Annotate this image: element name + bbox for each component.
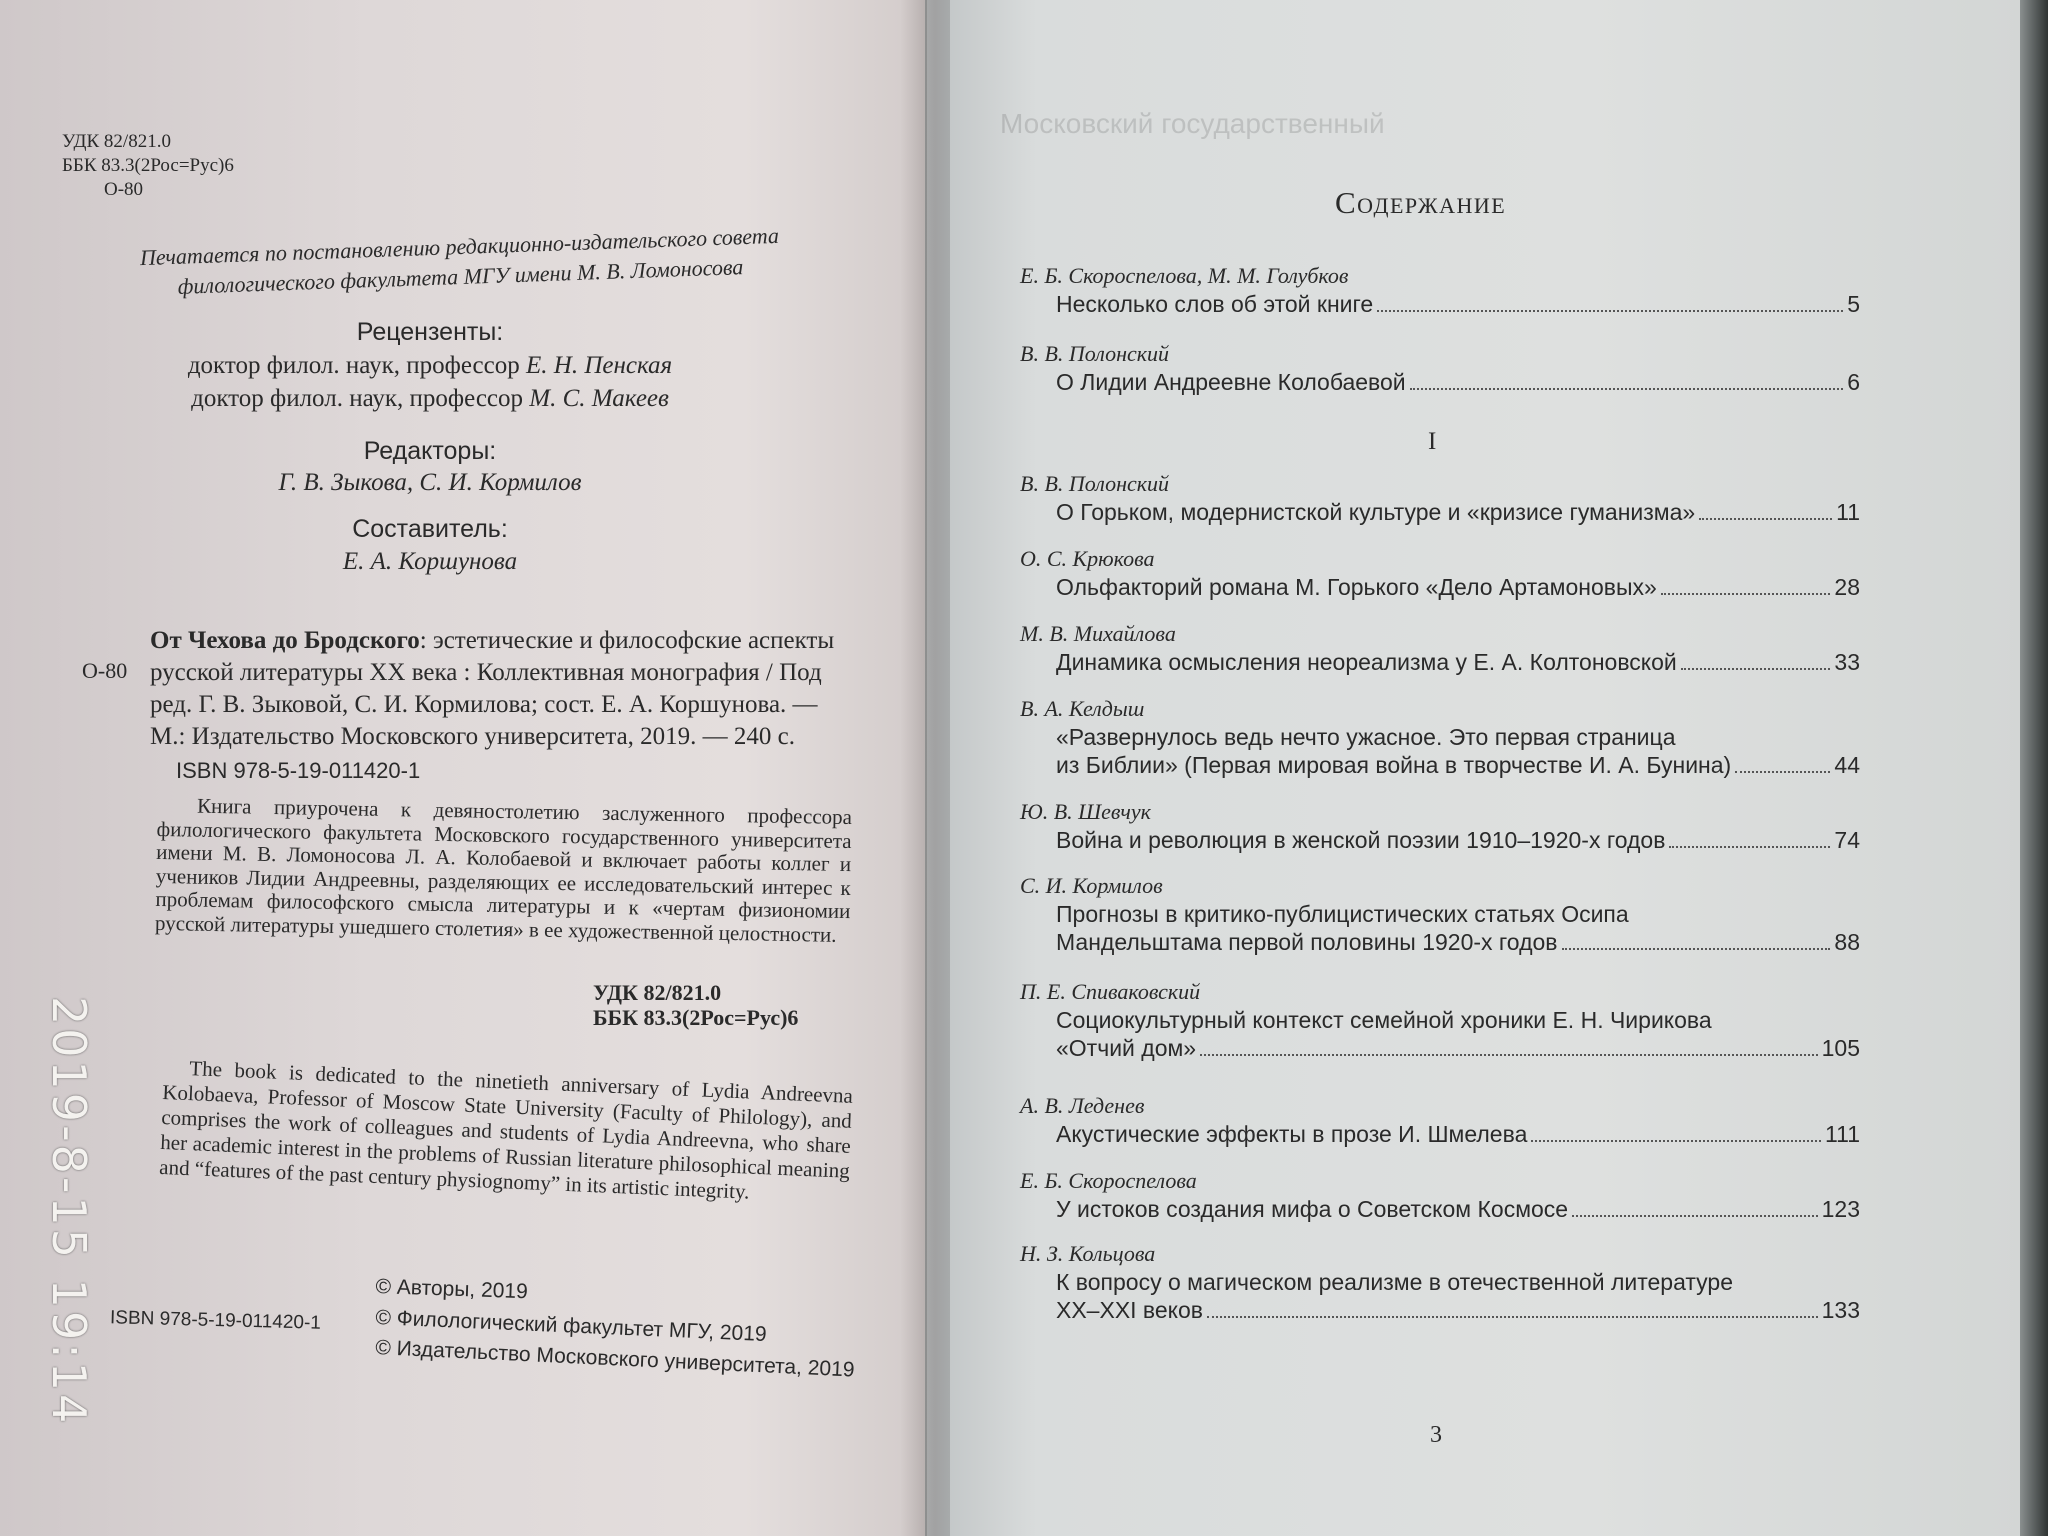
compiler-heading: Составитель: [352,515,508,543]
toc-entry-title: Несколько слов об этой книге [1056,291,1374,317]
toc-entry-title-line [1020,826,1860,854]
toc-entry-title-line [1020,1296,1860,1324]
annotation-en: The book is dedicated to the ninetieth anniversary of Lydia Andreevna Kolobaeva, Professor of Moscow State University (Faculty of Philology), and comprises the work of colleagues and students of Lydia Andreevna, who share her academic interest in the problems of Russian literature philosophical meaning and “features of the past century physiognomy” in its artistic integrity. [158,1056,854,1204]
toc-entry [1020,872,1860,956]
toc-entry-author: Е. Б. Скороспелова, М. М. Голубков [1020,263,1349,288]
dot-leader [1410,388,1844,390]
copyright-authors: © Авторы, 2019 [375,1275,529,1304]
toc-entry [1020,798,1860,854]
toc-entry [1020,1167,1860,1223]
toc-entry-author: Н. З. Кольцова [1020,1241,1156,1266]
toc-entry-title: Мандельштама первой половины 1920-х годов [1056,929,1558,955]
author-mark: О-80 [104,179,144,200]
toc-entry-page: 44 [1834,752,1860,778]
reviewer-2-name: М. С. Макеев [529,385,669,412]
dot-leader [1681,668,1831,670]
toc-entry-page: 123 [1821,1196,1860,1222]
toc-entry [1020,695,1860,779]
toc-entry-title: Социокультурный контекст семейной хроники Е. Н. Чирикова [1056,1007,1712,1033]
reviewer-2 [130,385,730,413]
toc-entry-title-line [1020,723,1860,751]
toc-entry-title-line [1020,290,1860,318]
annotation-ru: Книга приурочена к девяностолетию заслуженного профессора филологического факультета Московского государственного университета имени М. В. Ломоносова Л. А. Колобаевой и включает работы коллег и учеников Лидии Андреевны, разделяющих ее исследовательский интерес к проблемам философского смысла литературы и к «чертам физиономии русской литературы ушедшего столетия» в ее художественной целостности. [154,793,853,947]
copyright-publisher: © Издательство Московского университета, 2019 [374,1336,856,1382]
toc-entry-author: А. В. Леденев [1020,1093,1145,1118]
toc-entry-title-line [1020,1120,1860,1148]
toc-entry [1020,1240,1860,1324]
page-number: 3 [1430,1422,1442,1448]
classification-codes [62,130,234,202]
dot-leader [1735,771,1830,773]
dot-leader [1661,593,1831,595]
toc-entry-author: В. В. Полонский [1020,471,1170,496]
left-page [0,0,930,1536]
dot-leader [1200,1054,1818,1056]
toc-entry [1020,978,1860,1062]
toc-entry-page: 111 [1825,1121,1860,1147]
toc-entry-page: 11 [1836,499,1860,525]
toc-entry [1020,470,1860,526]
toc-entry [1020,620,1860,676]
toc-entry-title-line [1020,498,1860,526]
copyright-faculty: © Филологический факультет МГУ, 2019 [374,1306,768,1347]
udk-bold: УДК 82/821.0 [593,980,722,1005]
toc-entry-page: 6 [1847,369,1860,395]
toc-entry-title-line [1020,1034,1860,1062]
toc-entry-title: У истоков создания мифа о Советском Космосе [1056,1196,1569,1222]
toc-entry-title-line [1020,368,1860,396]
toc-entry-author: П. Е. Спиваковский [1020,979,1201,1004]
toc-entry-title: Война и революция в женской поэзии 1910–1920-х годов [1056,827,1666,853]
show-through-text: Московский государственный [1000,108,1385,139]
reviewer-1-role: доктор филол. наук, профессор [187,352,520,379]
record-title: От Чехова до Бродского [150,627,420,654]
toc-entry-page: 33 [1834,649,1860,675]
udk-code: УДК 82/821.0 [62,131,171,152]
toc-entry-title-line [1020,648,1860,676]
toc-entry-author: С. И. Кормилов [1020,873,1163,898]
reviewers-heading: Рецензенты: [356,318,504,346]
record-code: О-80 [82,658,128,683]
reviewer-1 [130,352,730,380]
toc-entry-page: 5 [1847,291,1860,317]
dot-leader [1562,948,1831,950]
toc-entry-title: Акустические эффекты в прозе И. Шмелева [1056,1121,1528,1147]
toc-entry [1020,545,1860,601]
toc-entry-title-line [1020,573,1860,601]
toc-entry-author: Е. Б. Скороспелова [1020,1168,1197,1193]
toc-entry-title-line [1020,900,1860,928]
toc-entry-author: О. С. Крюкова [1020,546,1155,571]
toc-title: Содержание [1335,185,1507,220]
reviewer-1-name: Е. Н. Пенская [526,352,673,379]
photo-date-stamp: 2019-8-15 19:14 [42,996,96,1427]
dot-leader [1531,1140,1821,1142]
toc-entry-title-line [1020,1268,1860,1296]
compiler-name: Е. А. Коршунова [342,548,518,575]
dot-leader [1669,846,1830,848]
toc-entry-title: из Библии» (Первая мировая война в творчестве И. А. Бунина) [1056,752,1732,778]
dot-leader [1207,1316,1818,1318]
toc-entry-title-line [1020,1006,1860,1034]
bibliographic-record [150,625,850,753]
page-edge-shadow [2020,0,2048,1536]
book-spine [900,0,950,1536]
toc-entry-author: Ю. В. Шевчук [1020,799,1151,824]
toc-entry-page: 88 [1834,929,1860,955]
toc-entry-title-line [1020,751,1860,779]
record-details: : эстетические и философские аспекты русской литературы XX века : Коллективная монография / Под ред. Г. В. Зыковой, С. И. Кормилова; сост. Е. А. Коршунова. — М.: Издательство Московского университета, 2019. — 240 с. [150,627,835,750]
bbk-code: ББК 83.3(2Рос=Рус)6 [62,155,234,176]
toc-entry [1020,340,1860,396]
reviewer-2-role: доктор филол. наук, профессор [191,385,524,412]
dot-leader [1377,310,1843,312]
record-isbn: ISBN 978-5-19-011420-1 [176,758,421,783]
toc-entry-title: «Развернулось ведь нечто ужасное. Это первая страница [1056,724,1676,750]
toc-entry-page: 28 [1834,574,1860,600]
toc-entry-title: О Горьком, модернистской культуре и «кризисе гуманизма» [1056,499,1696,525]
toc-entry [1020,262,1860,318]
toc-entry-page: 74 [1834,827,1860,853]
section-label: I [1428,428,1437,455]
toc-entry-title: «Отчий дом» [1056,1035,1197,1061]
toc-entry-title: К вопросу о магическом реализме в отечественной литературе [1056,1269,1733,1295]
toc-entry-title: О Лидии Андреевне Колобаевой [1056,369,1406,395]
toc-entry-page: 105 [1821,1035,1860,1061]
toc-entry-author: М. В. Михайлова [1020,621,1176,646]
council-note: Печатается по постановлению редакционно-издательского совета филологического факультета МГУ имени М. В. Ломоносова [139,222,780,299]
toc-entry-title: XX–XXI веков [1056,1297,1204,1323]
toc-entry-title: Динамика осмысления неореализма у Е. А. Колтоновской [1056,649,1677,675]
toc-entry-title-line [1020,1195,1860,1223]
editors-heading: Редакторы: [363,437,497,465]
bbk-bold: ББК 83.3(2Рос=Рус)6 [593,1005,799,1030]
toc-entry [1020,1092,1860,1148]
dot-leader [1699,518,1832,520]
toc-entry-page: 133 [1821,1297,1860,1323]
editors-names: Г. В. Зыкова, С. И. Кормилов [278,469,582,496]
toc-entry-author: В. А. Келдыш [1020,696,1145,721]
toc-entry-author: В. В. Полонский [1020,341,1170,366]
toc-entry-title-line [1020,928,1860,956]
toc-entry-title: Прогнозы в критико-публицистических статьях Осипа [1056,901,1629,927]
dot-leader [1572,1215,1818,1217]
toc-entry-title: Ольфакторий романа М. Горького «Дело Артамоновых» [1056,574,1657,600]
isbn-bottom: ISBN 978-5-19-011420-1 [109,1307,322,1334]
